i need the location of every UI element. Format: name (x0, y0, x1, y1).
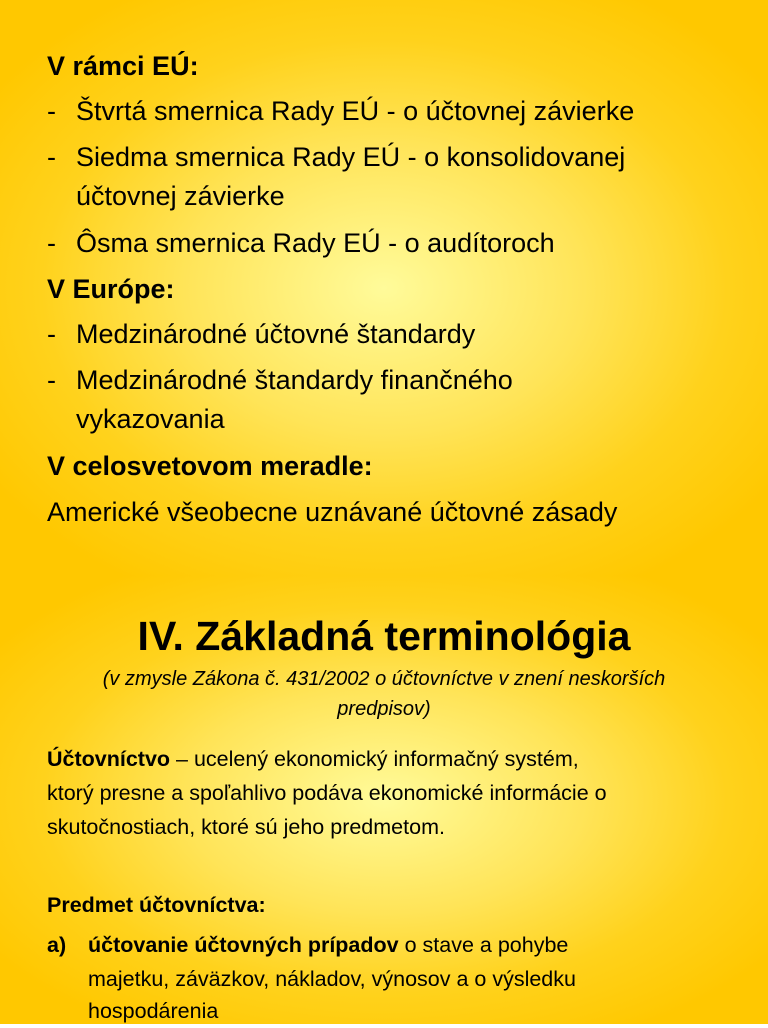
subject-item-1-text: o stave a pohybe (398, 933, 569, 957)
eu-item-2-line-2: účtovnej závierke (76, 181, 285, 211)
bullet-dash: - (47, 365, 56, 395)
heading-world: V celosvetovom meradle: (47, 451, 373, 481)
eu-item-2-line-1: Siedma smernica Rady EÚ - o konsolidovanej (76, 142, 626, 172)
eu-item-1-line-1: Štvrtá smernica Rady EÚ - o účtovnej závierke (76, 96, 635, 126)
subtitle-line-2: predpisov) (337, 698, 431, 720)
bullet-dash: - (47, 319, 56, 349)
slide-2 (0, 576, 768, 1024)
subject-heading: Predmet účtovníctva: (47, 893, 266, 917)
bullet-dash: - (47, 228, 56, 258)
bullet-dash: - (47, 142, 56, 172)
list-marker: a) (47, 933, 67, 957)
eu-item-3-line-1: Ôsma smernica Rady EÚ - o audítoroch (76, 228, 555, 258)
subject-item-1-line-2: majetku, záväzkov, nákladov, výnosov a o výsledku (88, 967, 576, 991)
europe-item-2-line-1: Medzinárodné štandardy finančného (76, 365, 513, 395)
subject-item-1-bold: účtovanie účtovných prípadov (88, 933, 399, 957)
definition-line-1 (47, 742, 737, 776)
definition-line-2: ktorý presne a spoľahlivo podáva ekonomické informácie o (47, 781, 607, 805)
world-text: Americké všeobecne uznávané účtovné zásady (47, 497, 618, 527)
europe-item-1-line-1: Medzinárodné účtovné štandardy (76, 319, 476, 349)
definition-term: Účtovníctvo (47, 747, 171, 771)
definition-text-1: – ucelený ekonomický informačný systém, (170, 747, 579, 771)
europe-item-2-line-2: vykazovania (76, 404, 225, 434)
subject-item-1-line-3: hospodárenia (88, 999, 219, 1023)
heading-europe: V Európe: (47, 274, 175, 304)
slide-title: IV. Základná terminológia (137, 613, 631, 659)
subject-item-1-line-1 (88, 928, 568, 962)
bullet-dash: - (47, 96, 56, 126)
subtitle-line-1: (v zmysle Zákona č. 431/2002 o účtovníctve v znení neskorších (102, 668, 666, 690)
heading-eu: V rámci EÚ: (47, 51, 199, 81)
definition-line-3: skutočnostiach, ktoré sú jeho predmetom. (47, 815, 445, 839)
